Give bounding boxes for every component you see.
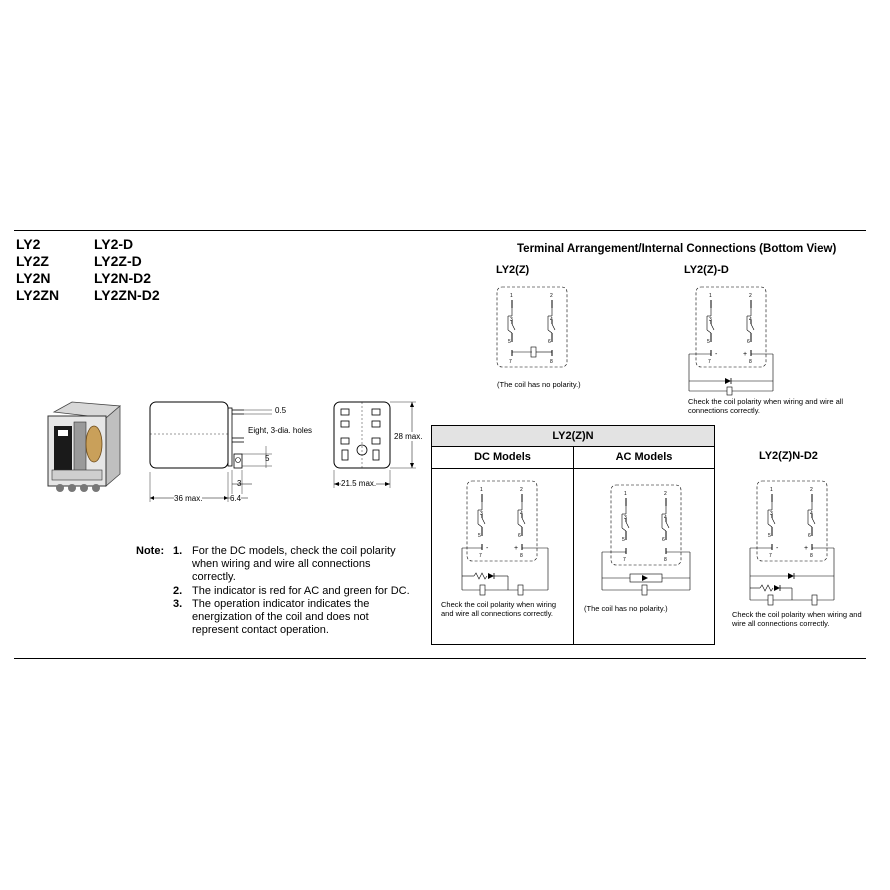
note-line: For the DC models, check the coil polarity [192, 545, 396, 557]
terminal-number: 2 [664, 491, 667, 497]
note-line: The indicator is red for AC and green for DC. [192, 585, 410, 597]
terminal-number: 4 [810, 511, 813, 517]
terminal-number: 7 [509, 359, 512, 365]
terminal-number: 5 [622, 537, 625, 543]
dc-models-label: DC Models [432, 447, 573, 469]
terminal-number: 3 [770, 511, 773, 517]
note-text [192, 598, 369, 637]
note-text [192, 545, 396, 584]
polarity-minus: - [715, 351, 718, 358]
top-rule [14, 230, 866, 231]
terminal-number: 7 [623, 557, 626, 563]
terminal-number: 6 [518, 533, 521, 539]
terminal-number: 5 [768, 533, 771, 539]
side-view-drawing [148, 398, 278, 508]
note-number: 2. [173, 585, 183, 597]
notes-title: Note: [136, 545, 165, 557]
terminal-number: 8 [550, 359, 553, 365]
ly2z-caption: (The coil has no polarity.) [497, 380, 581, 389]
terminal-number: 8 [810, 553, 813, 559]
terminal-number: 8 [664, 557, 667, 563]
dim-5: 5 [265, 454, 270, 463]
model-name: LY2-D [94, 236, 134, 252]
model-name: LY2N-D2 [94, 270, 152, 286]
note-number: 3. [173, 598, 183, 610]
dim-6-4: 6.4 [230, 494, 242, 503]
terminal-number: 4 [664, 515, 667, 521]
note-line: energization of the coil and does not [192, 611, 369, 623]
terminal-number: 2 [749, 293, 752, 299]
polarity-plus: + [743, 351, 748, 358]
terminal-number: 5 [508, 339, 511, 345]
dim-0-5: 0.5 [275, 406, 287, 415]
note-line: represent contact operation. [192, 624, 329, 636]
terminal-number: 2 [810, 487, 813, 493]
note-line: correctly. [192, 571, 236, 583]
terminal-number: 5 [478, 533, 481, 539]
polarity-minus: - [776, 545, 779, 552]
model-name: LY2N [16, 270, 51, 286]
dim-holes: Eight, 3-dia. holes [248, 426, 313, 435]
bottom-rule [14, 658, 866, 659]
terminal-number: 8 [749, 359, 752, 365]
terminal-number: 2 [520, 487, 523, 493]
dim-36: 36 max. [174, 494, 203, 503]
terminal-number: 6 [662, 537, 665, 543]
terminal-number: 3 [510, 317, 513, 323]
ly2z-label: LY2(Z) [496, 264, 530, 276]
note-line: when wiring and wire all connections [192, 558, 371, 570]
ly2znd2-label: LY2(Z)N-D2 [759, 450, 818, 462]
dc-caption: Check the coil polarity when wiring and wire all connections correctly. [441, 600, 557, 618]
model-name: LY2 [16, 236, 41, 252]
terminal-number: 3 [480, 511, 483, 517]
terminal-number: 5 [707, 339, 710, 345]
terminal-number: 1 [510, 293, 513, 299]
ac-caption: (The coil has no polarity.) [584, 604, 668, 613]
relay-photo [44, 400, 124, 496]
ac-models-label: AC Models [574, 447, 714, 469]
ly2zn-table [431, 425, 715, 645]
section-title: Terminal Arrangement/Internal Connections (Bottom View) [517, 243, 837, 255]
terminal-number: 3 [624, 515, 627, 521]
terminal-number: 2 [550, 293, 553, 299]
terminal-number: 4 [550, 317, 553, 323]
terminal-number: 6 [747, 339, 750, 345]
terminal-number: 6 [548, 339, 551, 345]
note-line: The operation indicator indicates the [192, 598, 370, 610]
ly2zd-diagram [687, 284, 777, 396]
terminal-number: 8 [520, 553, 523, 559]
model-list [16, 236, 59, 304]
ly2znd2-diagram [744, 478, 840, 606]
ly2zn-header: LY2(Z)N [432, 426, 714, 447]
note-text [192, 585, 410, 598]
polarity-plus: + [514, 545, 519, 552]
terminal-number: 6 [808, 533, 811, 539]
model-list-d [94, 236, 160, 304]
terminal-number: 7 [769, 553, 772, 559]
dim-3: 3 [237, 479, 242, 488]
polarity-minus: - [486, 545, 489, 552]
model-name: LY2ZN [16, 287, 60, 303]
dim-21-5: 21.5 max. [341, 479, 377, 488]
table-divider [573, 447, 574, 644]
model-name: LY2Z [16, 253, 49, 269]
terminal-number: 1 [709, 293, 712, 299]
dim-28: 28 max. [394, 432, 423, 441]
polarity-plus: + [804, 545, 809, 552]
model-name: LY2ZN-D2 [94, 287, 160, 303]
terminal-number: 1 [770, 487, 773, 493]
terminal-number: 7 [479, 553, 482, 559]
terminal-number: 4 [749, 317, 752, 323]
ly2zd-caption: Check the coil polarity when wiring and wire all connections correctly. [688, 397, 844, 415]
terminal-number: 1 [624, 491, 627, 497]
ly2z-diagram [494, 284, 570, 374]
dc-model-diagram [458, 478, 554, 600]
ly2zd-label: LY2(Z)-D [684, 264, 729, 276]
terminal-number: 7 [708, 359, 711, 365]
terminal-number: 1 [480, 487, 483, 493]
ly2znd2-caption: Check the coil polarity when wiring and wire all connections correctly. [732, 610, 862, 628]
model-name: LY2Z-D [94, 253, 142, 269]
terminal-number: 3 [709, 317, 712, 323]
terminal-number: 4 [520, 511, 523, 517]
ac-model-diagram [596, 482, 696, 600]
note-number: 1. [173, 545, 183, 557]
